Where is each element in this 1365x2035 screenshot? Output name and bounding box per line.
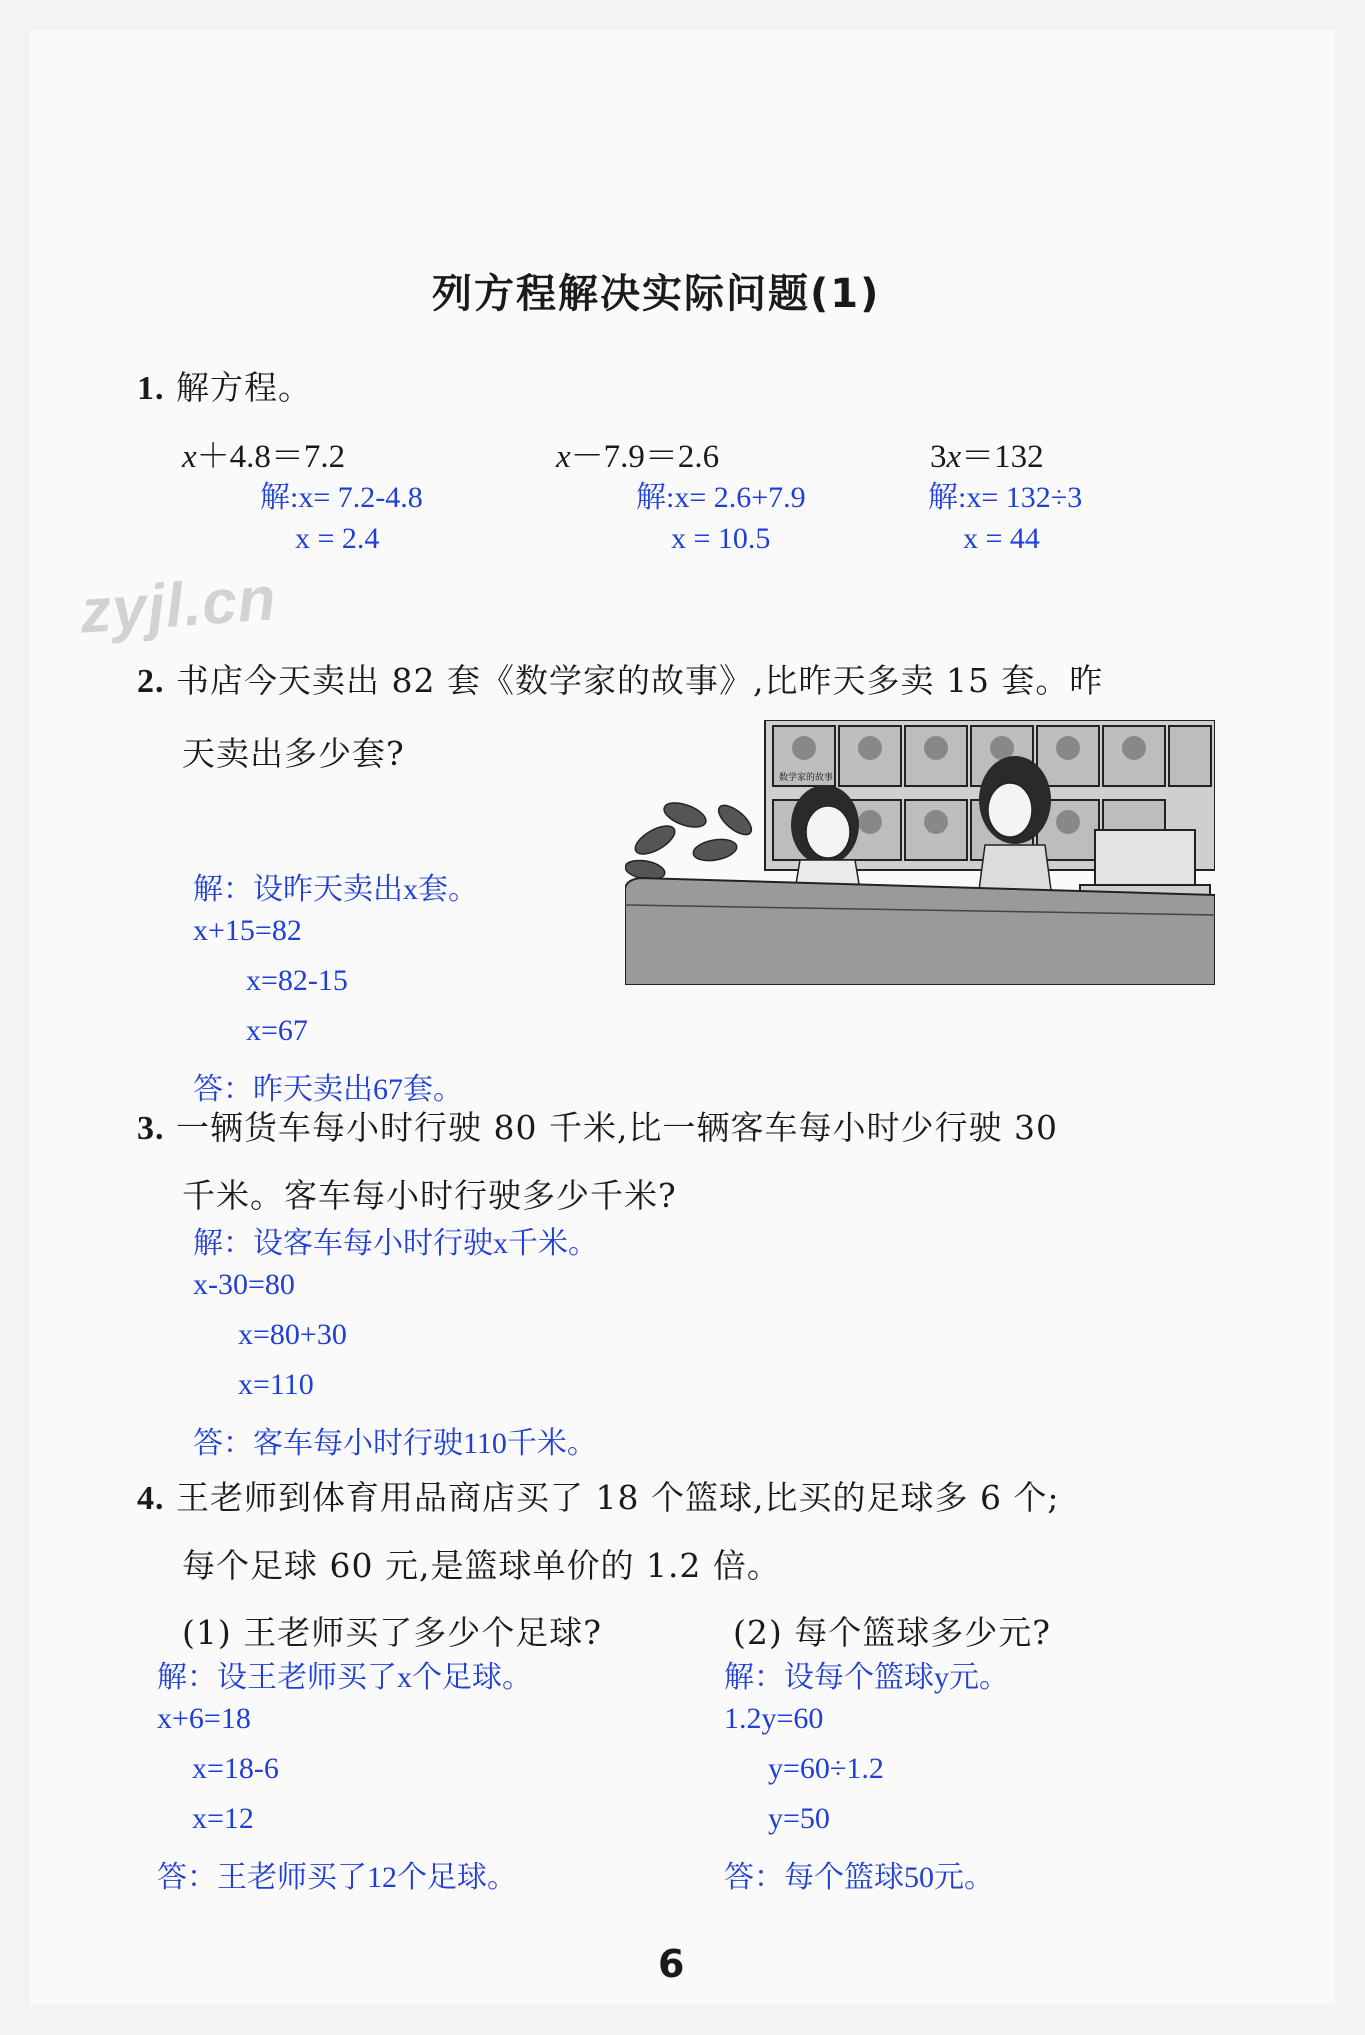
q3-answer-line1: 解：设客车每小时行驶x千米。: [193, 1227, 598, 1260]
q2-answer-conclusion: 答：昨天卖出67套。: [193, 1073, 463, 1106]
q4-subquestion-1: (1) 王老师买了多少个足球?: [182, 1613, 602, 1652]
equation-rest: ＋4.8＝7.2: [196, 439, 346, 475]
question-text: 一辆货车每小时行驶 80 千米,比一辆客车每小时少行驶 30: [176, 1108, 1058, 1147]
question-3-line2: 千米。客车每小时行驶多少千米?: [182, 1176, 677, 1215]
question-3-line1: [137, 1102, 1058, 1149]
question-2-line2: 天卖出多少套?: [182, 734, 405, 773]
equation-2: [556, 430, 719, 477]
q4a-answer-line1: 解：设王老师买了x个足球。: [157, 1661, 532, 1694]
q3-answer-line3: x=80+30: [238, 1318, 347, 1351]
answer-3-step1: 解:x= 132÷3: [928, 481, 1083, 514]
answer-1-step1: 解:x= 7.2-4.8: [260, 481, 423, 514]
question-text: 书店今天卖出 82 套《数学家的故事》,比昨天多卖 15 套。昨: [176, 661, 1104, 700]
q2-answer-line2: x+15=82: [193, 914, 302, 947]
counter: [625, 878, 1215, 985]
q2-answer-line3: x=82-15: [246, 964, 348, 997]
q4a-answer-line2: x+6=18: [157, 1702, 251, 1735]
page-number: 6: [658, 1942, 685, 1986]
equation-rest: ＝132: [961, 439, 1044, 475]
question-number: 4.: [137, 1480, 165, 1517]
q4-subquestion-2: (2) 每个篮球多少元?: [733, 1613, 1051, 1652]
q2-answer-line1: 解：设昨天卖出x套。: [193, 873, 478, 906]
answer-2-step2: x = 10.5: [671, 522, 771, 555]
book-label: 数学家的故事: [779, 773, 834, 783]
question-number: 1.: [137, 370, 165, 407]
question-number: 3.: [137, 1110, 165, 1147]
q4a-answer-line4: x=12: [192, 1802, 254, 1835]
question-text: 王老师到体育用品商店买了 18 个篮球,比买的足球多 6 个;: [176, 1478, 1060, 1517]
equation-3: [930, 430, 1044, 477]
q3-answer-line2: x-30=80: [193, 1268, 295, 1301]
question-4-line2: 每个足球 60 元,是篮球单价的 1.2 倍。: [182, 1546, 781, 1585]
question-number: 2.: [137, 663, 165, 700]
question-1: [137, 362, 312, 409]
equation-variable: x: [556, 439, 571, 475]
q4b-answer-line3: y=60÷1.2: [768, 1752, 884, 1785]
q4a-answer-line3: x=18-6: [192, 1752, 279, 1785]
q4b-answer-line4: y=50: [768, 1802, 830, 1835]
question-2-line1: [137, 655, 1103, 702]
watermark: zyjl.cn: [77, 564, 279, 647]
equation-variable: x: [946, 439, 962, 475]
q4b-answer-conclusion: 答：每个篮球50元。: [724, 1861, 994, 1894]
bookstore-illustration: [625, 720, 1215, 985]
answer-1-step2: x = 2.4: [295, 522, 380, 555]
equation-rest: －7.9＝2.6: [570, 439, 720, 475]
q3-answer-line4: x=110: [238, 1368, 314, 1401]
q3-answer-conclusion: 答：客车每小时行驶110千米。: [193, 1427, 597, 1460]
equation-variable: x: [182, 439, 197, 475]
q4b-answer-line1: 解：设每个篮球y元。: [724, 1661, 1009, 1694]
question-text: 解方程。: [176, 368, 312, 407]
page-title: 列方程解决实际问题(1): [432, 271, 881, 317]
equation-coefficient: 3: [930, 439, 947, 475]
equation-1: [182, 430, 345, 477]
q2-answer-line4: x=67: [246, 1014, 308, 1047]
q4a-answer-conclusion: 答：王老师买了12个足球。: [157, 1861, 517, 1894]
question-4-line1: [137, 1472, 1060, 1519]
answer-3-step2: x = 44: [963, 522, 1040, 555]
answer-2-step1: 解:x= 2.6+7.9: [636, 481, 806, 514]
q4b-answer-line2: 1.2y=60: [724, 1702, 824, 1735]
